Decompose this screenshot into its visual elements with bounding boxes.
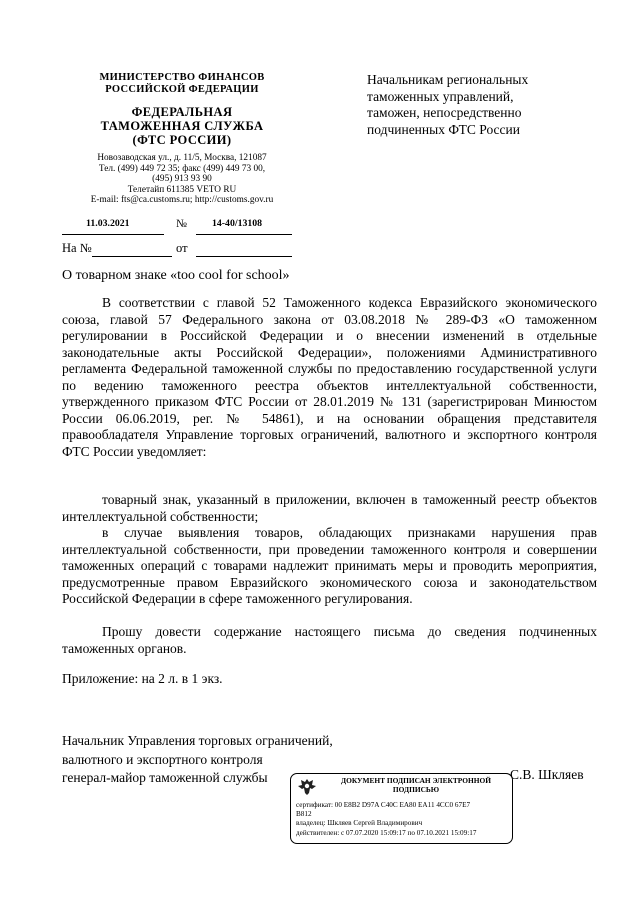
letter-subject: О товарном знаке «too cool for school» xyxy=(62,268,290,283)
body-paragraph-1: В соответствии с главой 52 Таможенного кодекса Евразийского экономического союза, главой 57 Федерального закона от 03.08.2018 № 289-ФЗ «О таможенном регулировании в Российской Федерации и о внесении изменений в отдельные законодательные акты Российской Федерации», положениями Административного регламента Федеральной таможенной службы по предоставлению государственной услуги по ведению таможенного реестра объектов интеллектуальной собственности, утвержденного приказом ФТС России от 28.01.2019 № 131 (зарегистрирован Минюстом России 06.06.2019, рег. № 54861), и на основании обращения представителя правообладателя Управление торговых ограничений, валютного и экспортного контроля ФТС России уведомляет: xyxy=(62,295,597,459)
addressee-line-2: таможенных управлений, xyxy=(367,88,514,104)
ministry-line-1: МИНИСТЕРСТВО ФИНАНСОВ xyxy=(99,72,265,83)
stamp-title-line-1: ДОКУМЕНТ ПОДПИСАН ЭЛЕКТРОННОЙ xyxy=(341,776,491,785)
reg-number: 14-40/13108 xyxy=(212,218,263,229)
ministry-name xyxy=(62,72,302,96)
na-label: На № xyxy=(62,241,92,255)
service-line-2: ТАМОЖЕННАЯ СЛУЖБА xyxy=(100,119,264,133)
service-name xyxy=(62,105,302,147)
stamp-validity: действителен: с 07.07.2020 15:09:17 по 07.10.2021 15:09:17 xyxy=(296,828,477,837)
stamp-title-line-2: ПОДПИСЬЮ xyxy=(392,784,440,794)
signature-line-2: валютного и экспортного контроля xyxy=(62,751,263,767)
service-line-1: ФЕДЕРАЛЬНАЯ xyxy=(131,105,233,119)
attachment-line: Приложение: на 2 л. в 1 экз. xyxy=(62,671,223,686)
address-line-5: E-mail: fts@ca.customs.ru; http://customs.gov.ru xyxy=(90,195,274,206)
number-sign: № xyxy=(176,218,187,230)
ot-underline xyxy=(196,256,292,257)
addressee-line-3: таможен, непосредственно xyxy=(367,105,522,120)
date-underline xyxy=(62,234,164,235)
stamp-owner: владелец: Шкляев Сергей Владимирович xyxy=(296,819,423,828)
reference-row xyxy=(62,241,188,256)
addressee-block xyxy=(367,72,617,138)
address-line-3: (495) 913 93 90 xyxy=(152,174,212,185)
signature-line-1: Начальник Управления торговых ограничений, xyxy=(62,733,333,748)
ot-label: от xyxy=(176,241,188,255)
ministry-line-2: РОССИЙСКОЙ ФЕДЕРАЦИИ xyxy=(105,84,259,95)
signer-name: С.В. Шкляев xyxy=(510,767,584,782)
e-signature-stamp xyxy=(290,773,513,844)
address-line-1: Новозаводская ул., д. 11/5, Москва, 121087 xyxy=(97,153,267,163)
stamp-certificate-cont: B812 xyxy=(296,810,312,819)
body-paragraph-2: товарный знак, указанный в приложении, включен в таможенный реестр объектов интеллектуальной собственности; xyxy=(62,492,597,524)
letter-date: 11.03.2021 xyxy=(86,218,130,229)
stamp-title xyxy=(321,777,511,794)
stamp-details xyxy=(296,801,510,838)
na-underline xyxy=(92,256,172,257)
addressee-line-1: Начальникам региональных xyxy=(367,72,529,87)
body-paragraph-3: в случае выявления товаров, обладающих признаками нарушения прав интеллектуальной собственности, при проведении таможенного контроля и совершении таможенных операций с товарами надлежит принимать меры и проводить мероприятия, предусмотренные правом Евразийского экономического союза и законодательством Российской Федерации в сфере таможенного регулирования. xyxy=(62,525,597,606)
contact-block xyxy=(62,153,302,206)
address-line-2: Тел. (499) 449 72 35; факс (499) 449 73 00, xyxy=(98,163,266,174)
stamp-certificate: сертификат: 00 E8B2 D97A C40C EA80 EA11 4CC0 67E7 xyxy=(296,801,471,809)
body-paragraph-4: Прошу довести содержание настоящего письма до сведения подчиненных таможенных органов. xyxy=(62,624,597,656)
signature-line-3: генерал-майор таможенной службы xyxy=(62,770,268,785)
service-line-3: (ФТС РОССИИ) xyxy=(132,133,232,147)
number-underline xyxy=(196,234,292,235)
eagle-emblem-icon xyxy=(297,778,317,796)
addressee-line-4: подчиненных ФТС России xyxy=(367,121,520,137)
address-line-4: Телетайп 611385 VETO RU xyxy=(127,184,237,195)
